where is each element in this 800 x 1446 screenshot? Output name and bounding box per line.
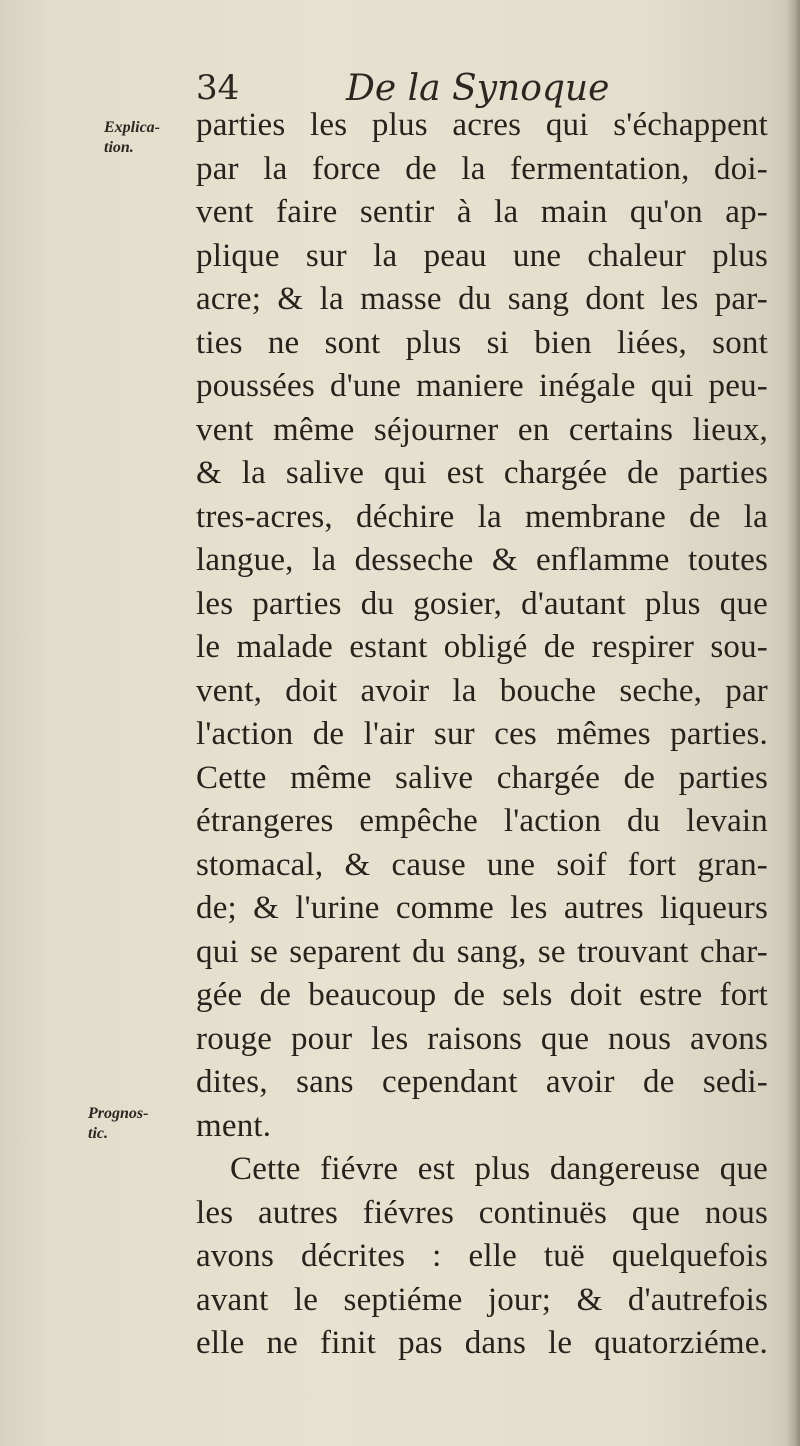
text-line: ties ne sont plus si bien liées, sont bbox=[196, 324, 768, 361]
text-line: vent faire sentir à la main qu'on ap- bbox=[196, 194, 768, 230]
text-line: stomacal, & cause une soif fort gran- bbox=[196, 846, 768, 883]
body-text bbox=[196, 104, 768, 1366]
margin-note-line: Prognos- bbox=[88, 1105, 149, 1122]
text-line: de; & l'urine comme les autres liqueurs bbox=[196, 890, 768, 926]
text-line: Cette fiévre est plus dangereuse que bbox=[230, 1151, 768, 1187]
margin-note-line: tic. bbox=[88, 1125, 108, 1142]
text-line: parties les plus acres qui s'échappent bbox=[196, 107, 768, 143]
text-line: dites, sans cependant avoir de sedi- bbox=[196, 1064, 768, 1100]
running-title: De la Synoque bbox=[346, 68, 610, 109]
text-line: qui se separent du sang, se trouvant char- bbox=[196, 933, 768, 970]
margin-note-prognostic bbox=[88, 1104, 148, 1144]
text-line: les autres fiévres continuës que nous bbox=[196, 1194, 768, 1231]
page-edge-shadow bbox=[786, 0, 800, 1446]
text-line: rouge pour les raisons que nous avons bbox=[196, 1020, 768, 1057]
text-line: vent, doit avoir la bouche seche, par bbox=[196, 672, 768, 709]
text-line: ment. bbox=[196, 1107, 272, 1144]
text-line: acre; & la masse du sang dont les par- bbox=[196, 281, 768, 317]
text-line: étrangeres empêche l'action du levain bbox=[196, 803, 768, 839]
text-line: elle ne finit pas dans le quatorziéme. bbox=[196, 1325, 768, 1361]
text-line: par la force de la fermentation, doi- bbox=[196, 150, 768, 187]
margin-note-explication bbox=[104, 118, 160, 158]
text-line: vent même séjourner en certains lieux, bbox=[196, 411, 768, 448]
paragraph-explication bbox=[196, 104, 768, 1148]
text-line: le malade estant obligé de respirer sou- bbox=[196, 629, 768, 665]
text-line: & la salive qui est chargée de parties bbox=[196, 455, 768, 491]
text-line: les parties du gosier, d'autant plus que bbox=[196, 585, 768, 622]
text-line: avons décrites : elle tuë quelquefois bbox=[196, 1238, 768, 1274]
text-line: avant le septiéme jour; & d'autrefois bbox=[196, 1281, 768, 1318]
text-line: plique sur la peau une chaleur plus bbox=[196, 237, 768, 274]
paragraph-prognostic bbox=[196, 1148, 768, 1366]
text-line: Cette même salive chargée de parties bbox=[196, 759, 768, 796]
text-line: poussées d'une maniere inégale qui peu- bbox=[196, 368, 768, 404]
text-line: tres-acres, déchire la membrane de la bbox=[196, 498, 768, 535]
margin-note-line: Explica- bbox=[104, 119, 160, 136]
text-line: langue, la desseche & enflamme toutes bbox=[196, 542, 768, 578]
text-line: l'action de l'air sur ces mêmes parties. bbox=[196, 716, 768, 752]
text-line: gée de beaucoup de sels doit estre fort bbox=[196, 977, 768, 1013]
page-number: 34 bbox=[196, 68, 240, 108]
margin-note-line: tion. bbox=[104, 139, 134, 156]
